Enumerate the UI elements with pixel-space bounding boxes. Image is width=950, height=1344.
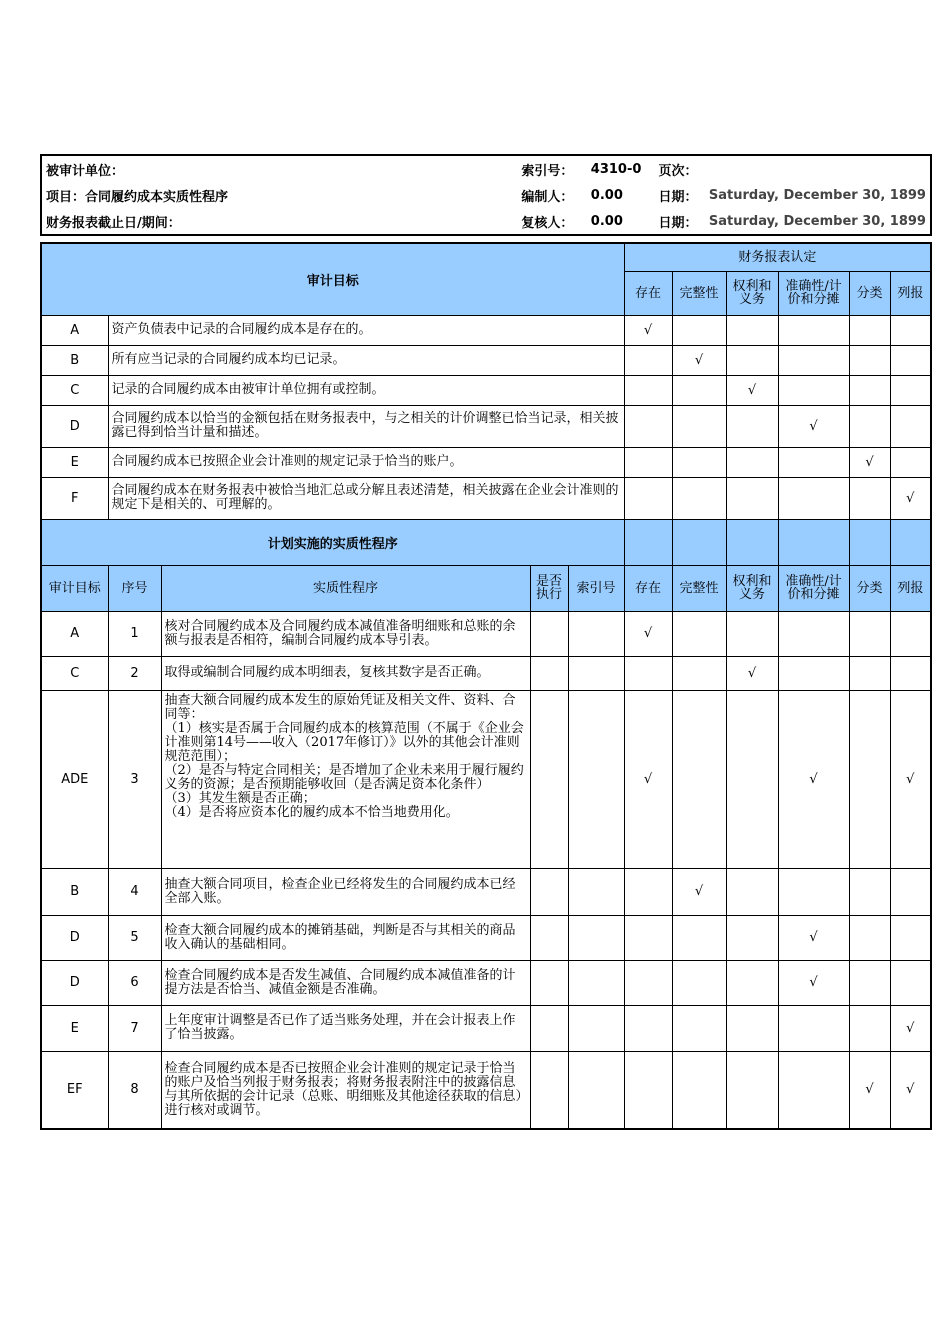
check-mark: √ — [890, 477, 931, 519]
index-label: 索引号： — [521, 163, 574, 179]
executed-cell[interactable] — [530, 960, 568, 1005]
objective-code: B — [41, 345, 108, 375]
check-mark — [672, 375, 726, 405]
check-mark — [672, 447, 726, 477]
check-mark — [726, 690, 778, 868]
check-mark — [849, 868, 890, 915]
date-label-2: 日期： — [658, 215, 698, 231]
executed-cell[interactable] — [530, 656, 568, 690]
index-cell[interactable] — [568, 1051, 624, 1129]
check-mark — [726, 960, 778, 1005]
index-cell[interactable] — [568, 690, 624, 868]
procedure-row — [41, 656, 931, 690]
check-mark — [726, 611, 778, 656]
procedure-row — [41, 690, 931, 868]
check-mark — [849, 345, 890, 375]
objective-text: 合同履约成本已按照企业会计准则的规定记录于恰当的账户。 — [108, 447, 624, 477]
procedure-seq: 6 — [108, 960, 161, 1005]
check-mark — [778, 375, 849, 405]
index-cell[interactable] — [568, 1005, 624, 1051]
date-value-1: Saturday, December 30, 1899 — [708, 187, 926, 203]
objective-code: F — [41, 477, 108, 519]
check-mark — [726, 1051, 778, 1129]
check-mark — [726, 915, 778, 960]
check-mark — [849, 405, 890, 447]
index-cell[interactable] — [568, 915, 624, 960]
objective-row — [41, 345, 931, 375]
executed-cell[interactable] — [530, 1005, 568, 1051]
date-value-2: Saturday, December 30, 1899 — [708, 213, 926, 229]
objective-row — [41, 477, 931, 519]
check-mark — [849, 960, 890, 1005]
procedure-seq: 5 — [108, 915, 161, 960]
check-mark — [672, 656, 726, 690]
procedure-seq: 8 — [108, 1051, 161, 1129]
check-mark — [778, 656, 849, 690]
check-mark — [624, 405, 672, 447]
executed-cell[interactable] — [530, 690, 568, 868]
check-mark — [890, 345, 931, 375]
col-objective-header: 审计目标 — [41, 565, 108, 611]
check-mark: √ — [890, 1051, 931, 1129]
check-mark — [890, 868, 931, 915]
check-mark: √ — [778, 690, 849, 868]
check-mark — [624, 1051, 672, 1129]
col-seq-header: 序号 — [108, 565, 161, 611]
assertion-group-header: 财务报表认定 — [624, 243, 931, 271]
procedure-seq: 7 — [108, 1005, 161, 1051]
procedure-row — [41, 868, 931, 915]
objective-row — [41, 405, 931, 447]
procedure-text: 检查合同履约成本是否发生减值、合同履约成本减值准备的计提方法是否恰当、减值金额是否准确。 — [161, 960, 530, 1005]
objective-row — [41, 375, 931, 405]
check-mark — [890, 656, 931, 690]
check-mark — [726, 477, 778, 519]
procedure-row — [41, 1005, 931, 1051]
check-mark — [890, 611, 931, 656]
objective-text: 记录的合同履约成本由被审计单位拥有或控制。 — [108, 375, 624, 405]
assertion-header: 准确性/计价和分摊 — [778, 271, 849, 315]
check-mark — [672, 315, 726, 345]
assertion-header: 完整性 — [672, 565, 726, 611]
check-mark: √ — [890, 1005, 931, 1051]
preparer-label: 编制人： — [521, 189, 574, 205]
index-value: 4310-0 — [590, 161, 642, 177]
check-mark — [672, 690, 726, 868]
check-mark — [778, 477, 849, 519]
assertion-header: 准确性/计价和分摊 — [778, 565, 849, 611]
check-mark — [726, 1005, 778, 1051]
objective-text: 资产负债表中记录的合同履约成本是存在的。 — [108, 315, 624, 345]
check-mark — [778, 1005, 849, 1051]
procedure-row — [41, 611, 931, 656]
page-value — [705, 155, 931, 182]
check-mark — [726, 315, 778, 345]
check-mark — [624, 477, 672, 519]
executed-cell[interactable] — [530, 868, 568, 915]
procedure-objective: E — [41, 1005, 108, 1051]
check-mark: √ — [672, 868, 726, 915]
procedure-objective: B — [41, 868, 108, 915]
assertion-header: 列报 — [890, 271, 931, 315]
check-mark — [672, 960, 726, 1005]
check-mark — [890, 960, 931, 1005]
check-mark — [890, 447, 931, 477]
check-mark: √ — [849, 447, 890, 477]
index-cell[interactable] — [568, 656, 624, 690]
objective-code: C — [41, 375, 108, 405]
objective-row — [41, 447, 931, 477]
procedure-text: 检查大额合同履约成本的摊销基础，判断是否与其相关的商品收入确认的基础相同。 — [161, 915, 530, 960]
check-mark — [849, 656, 890, 690]
procedures-title: 计划实施的实质性程序 — [41, 519, 624, 565]
check-mark — [778, 345, 849, 375]
procedure-text: 核对合同履约成本及合同履约成本减值准备明细账和总账的余额与报表是否相符，编制合同履约成本导引表。 — [161, 611, 530, 656]
check-mark — [778, 1051, 849, 1129]
page-label: 页次： — [658, 163, 698, 179]
procedure-objective: EF — [41, 1051, 108, 1129]
check-mark: √ — [624, 690, 672, 868]
executed-cell[interactable] — [530, 611, 568, 656]
objective-code: A — [41, 315, 108, 345]
assertion-header: 列报 — [890, 565, 931, 611]
procedure-seq: 3 — [108, 690, 161, 868]
check-mark — [778, 447, 849, 477]
procedure-seq: 1 — [108, 611, 161, 656]
check-mark — [624, 1005, 672, 1051]
col-index-header: 索引号 — [568, 565, 624, 611]
check-mark: √ — [726, 656, 778, 690]
check-mark — [624, 915, 672, 960]
procedure-row — [41, 960, 931, 1005]
check-mark — [624, 656, 672, 690]
check-mark — [624, 868, 672, 915]
auditee-label: 被审计单位： — [46, 163, 125, 179]
audit-table — [40, 242, 932, 1130]
check-mark — [624, 447, 672, 477]
check-mark: √ — [726, 375, 778, 405]
objective-code: D — [41, 405, 108, 447]
check-mark — [624, 960, 672, 1005]
check-mark — [672, 405, 726, 447]
check-mark: √ — [778, 405, 849, 447]
check-mark: √ — [778, 915, 849, 960]
project-label: 项目：合同履约成本实质性程序 — [46, 189, 229, 205]
check-mark — [624, 375, 672, 405]
objective-text: 所有应当记录的合同履约成本均已记录。 — [108, 345, 624, 375]
procedure-objective: C — [41, 656, 108, 690]
check-mark — [672, 1051, 726, 1129]
check-mark — [890, 375, 931, 405]
index-cell[interactable] — [568, 611, 624, 656]
reviewer-label: 复核人： — [521, 215, 574, 231]
check-mark — [849, 915, 890, 960]
check-mark: √ — [890, 690, 931, 868]
assertion-header: 存在 — [624, 271, 672, 315]
check-mark — [624, 345, 672, 375]
period-label: 财务报表截止日/期间： — [46, 215, 181, 231]
executed-cell[interactable] — [530, 1051, 568, 1129]
procedure-seq: 4 — [108, 868, 161, 915]
check-mark — [849, 690, 890, 868]
assertion-header: 存在 — [624, 565, 672, 611]
executed-cell[interactable] — [530, 915, 568, 960]
procedure-row — [41, 1051, 931, 1129]
check-mark — [672, 477, 726, 519]
assertion-header: 权利和义务 — [726, 271, 778, 315]
objectives-title: 审计目标 — [41, 243, 624, 315]
procedure-text: 检查合同履约成本是否已按照企业会计准则的规定记录于恰当的账户及恰当列报于财务报表；将财务报表附注中的披露信息与其所依据的会计记录（总账、明细账及其他途径获取的信息）进行核对或调节。 — [161, 1051, 530, 1129]
procedure-objective: D — [41, 960, 108, 1005]
col-procedure-header: 实质性程序 — [161, 565, 530, 611]
check-mark — [726, 447, 778, 477]
procedure-text: 取得或编制合同履约成本明细表，复核其数字是否正确。 — [161, 656, 530, 690]
check-mark — [849, 375, 890, 405]
header-block — [40, 154, 932, 236]
preparer-value: 0.00 — [590, 187, 623, 203]
assertion-header: 分类 — [849, 565, 890, 611]
workpaper-sheet — [40, 154, 932, 1130]
check-mark — [849, 611, 890, 656]
check-mark — [672, 1005, 726, 1051]
procedures-title-row — [41, 519, 931, 565]
check-mark — [778, 611, 849, 656]
check-mark — [726, 868, 778, 915]
objective-text: 合同履约成本在财务报表中被恰当地汇总或分解且表述清楚，相关披露在企业会计准则的规定下是相关的、可理解的。 — [108, 477, 624, 519]
assertion-header: 权利和义务 — [726, 565, 778, 611]
reviewer-value: 0.00 — [590, 213, 623, 229]
check-mark — [778, 315, 849, 345]
objective-text: 合同履约成本以恰当的金额包括在财务报表中，与之相关的计价调整已恰当记录，相关披露已得到恰当计量和描述。 — [108, 405, 624, 447]
procedure-objective: A — [41, 611, 108, 656]
objective-row — [41, 315, 931, 345]
assertion-header: 完整性 — [672, 271, 726, 315]
procedure-text: 上年度审计调整是否已作了适当账务处理，并在会计报表上作了恰当披露。 — [161, 1005, 530, 1051]
index-cell[interactable] — [568, 868, 624, 915]
check-mark — [778, 868, 849, 915]
check-mark — [726, 405, 778, 447]
assertion-header: 分类 — [849, 271, 890, 315]
procedures-header-row — [41, 565, 931, 611]
check-mark: √ — [624, 611, 672, 656]
objective-code: E — [41, 447, 108, 477]
index-cell[interactable] — [568, 960, 624, 1005]
check-mark — [890, 405, 931, 447]
check-mark: √ — [849, 1051, 890, 1129]
check-mark — [672, 915, 726, 960]
check-mark: √ — [624, 315, 672, 345]
procedure-objective: D — [41, 915, 108, 960]
check-mark — [726, 345, 778, 375]
procedure-objective: ADE — [41, 690, 108, 868]
check-mark — [890, 315, 931, 345]
check-mark: √ — [778, 960, 849, 1005]
date-label-1: 日期： — [658, 189, 698, 205]
procedure-seq: 2 — [108, 656, 161, 690]
procedure-text: 抽查大额合同项目，检查企业已经将发生的合同履约成本已经全部入账。 — [161, 868, 530, 915]
procedure-row — [41, 915, 931, 960]
check-mark — [849, 1005, 890, 1051]
col-executed-header: 是否执行 — [530, 565, 568, 611]
procedure-text: 抽查大额合同履约成本发生的原始凭证及相关文件、资料、合同等： （1）核实是否属于合同履约成本的核算范围（不属于《企业会计准则第14号——收入（2017年修订）》以外的其他会计准则规范范围）； （2）是否与特定合同相关；是否增加了企业未来用于履行履约义务的资源；是否预期能够收回（是否满足资本化条件） （3）其发生额是否正确； （4）是否将应资本化的履约成本不恰当地费用化。 — [161, 690, 530, 868]
check-mark: √ — [672, 345, 726, 375]
check-mark — [890, 915, 931, 960]
check-mark — [849, 315, 890, 345]
check-mark — [849, 477, 890, 519]
check-mark — [672, 611, 726, 656]
